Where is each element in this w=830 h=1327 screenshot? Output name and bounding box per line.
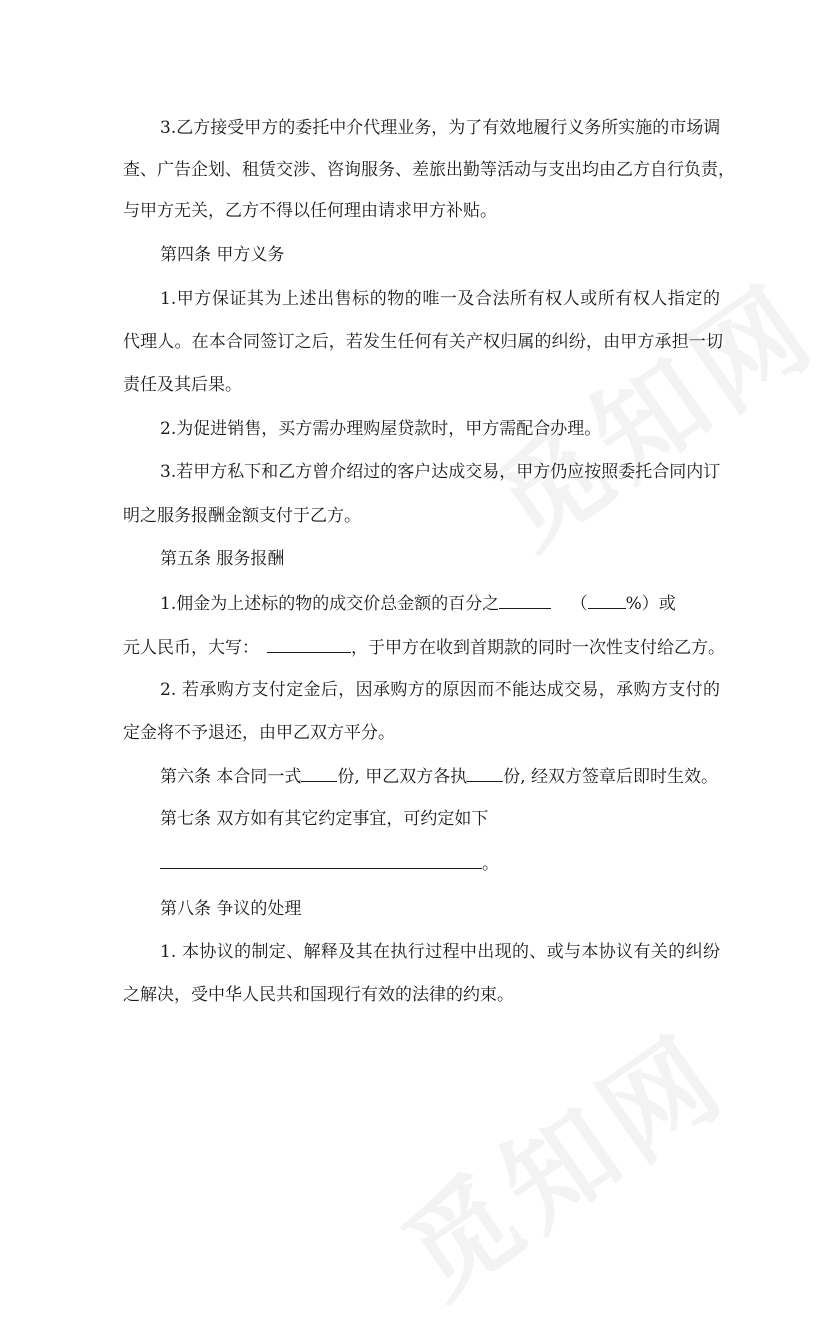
article4-clause1-line3: 责任及其后果。 — [123, 375, 242, 395]
article5-heading: 第五条 服务报酬 — [160, 549, 285, 569]
article4-clause3-line2: 明之服务报酬金额支付于乙方。 — [123, 506, 361, 526]
commission-text: 1.佣金为上述标的物的成交价总金额的百分之 — [160, 594, 500, 614]
article5-clause1-line1 — [160, 592, 720, 615]
article6 — [160, 765, 720, 788]
article3-clause3-line3: 与甲方无关，乙方不得以任何理由请求甲方补贴。 — [123, 201, 497, 221]
article4-clause3-line1: 3.若甲方私下和乙方曾介绍过的客户达成交易，甲方仍应按照委托合同内订 — [160, 462, 721, 482]
article8-clause1-line2: 之解决，受中华人民共和国现行有效的法律的约束。 — [123, 985, 514, 1005]
watermark — [367, 991, 753, 1327]
article4-clause1-line2: 代理人。在本合同签订之后，若发生任何有关产权归属的纠纷，由甲方承担一切 — [123, 332, 723, 352]
open-paren: （ — [570, 594, 588, 614]
article5-clause2-line2: 定金将不予退还，由甲乙双方平分。 — [123, 723, 395, 743]
article7: 第七条 双方如有其它约定事宜，可约定如下 — [160, 809, 489, 829]
article5-clause1-line2 — [123, 636, 723, 659]
copies-each-blank[interactable] — [467, 765, 503, 782]
copies-text: 第六条 本合同一式 — [160, 767, 302, 787]
rmb-text: 元人民币，大写： — [123, 638, 259, 658]
percent-blank-words[interactable] — [499, 592, 551, 609]
article7-blank-line — [160, 852, 720, 875]
article4-clause1-line1: 1.甲方保证其为上述出售标的物的唯一及合法所有权人或所有权人指定的 — [160, 289, 720, 309]
article8-clause1-line1: 1. 本协议的制定、解释及其在执行过程中出现的、或与本协议有关的纠纷 — [160, 942, 720, 962]
article5-clause2-line1: 2. 若承购方支付定金后，因承购方的原因而不能达成交易，承购方支付的 — [160, 680, 720, 700]
other-terms-blank[interactable] — [160, 852, 482, 869]
percent-or-text: %）或 — [625, 594, 676, 614]
each-party-text: 份, 甲乙双方各执 — [337, 767, 468, 787]
payment-text: ，于甲方在收到首期款的同时一次性支付给乙方。 — [351, 638, 725, 658]
article4-heading: 第四条 甲方义务 — [160, 245, 285, 265]
effective-text: 份, 经双方签章后即时生效。 — [503, 767, 719, 787]
copies-total-blank[interactable] — [301, 765, 337, 782]
article3-clause3-line2: 查、广告企划、租赁交涉、咨询服务、差旅出勤等活动与支出均由乙方自行负责， — [123, 160, 735, 180]
article4-clause2: 2.为促进销售，买方需办理购屋贷款时，甲方需配合办理。 — [160, 419, 602, 439]
percent-blank-number[interactable] — [588, 592, 626, 609]
article3-clause3-line1: 3.乙方接受甲方的委托中介代理业务，为了有效地履行义务所实施的市场调 — [160, 118, 721, 138]
amount-capital-blank[interactable] — [267, 636, 351, 653]
article8-heading: 第八条 争议的处理 — [160, 899, 302, 919]
period: 。 — [482, 854, 499, 874]
